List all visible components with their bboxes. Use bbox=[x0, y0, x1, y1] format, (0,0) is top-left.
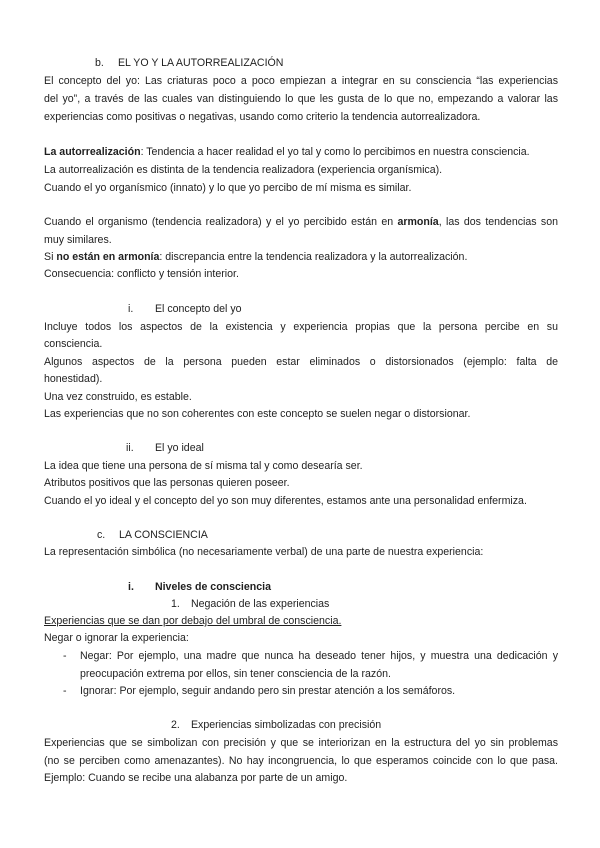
item-2-heading bbox=[171, 718, 471, 732]
no-harmony-post: : discrepancia entre la tendencia realizadora y la autorrealización. bbox=[159, 251, 468, 263]
bullet-line: Negar: Por ejemplo, una madre que nunca ha deseado tener hijos, y muestra una dedicación y bbox=[80, 650, 558, 662]
bullet-line: preocupación extrema por ellos, sin tener consciencia de la razón. bbox=[80, 668, 391, 680]
yo-ideal-line: Atributos positivos que las personas quieren poseer. bbox=[44, 477, 290, 489]
item-2-line: Ejemplo: Cuando se recibe una alabanza por parte de un amigo. bbox=[44, 772, 348, 784]
section-b-intro-line: El concepto del yo: Las criaturas poco a poco empiezan a integrar en su consciencia “las experiencias bbox=[44, 75, 558, 87]
subsection-concepto-heading bbox=[128, 302, 428, 316]
concepto-line: consciencia. bbox=[44, 338, 103, 350]
no-harmony-term: no están en armonía bbox=[56, 251, 160, 263]
no-harmony-pre: Si bbox=[44, 251, 57, 263]
bullet-dash: - bbox=[63, 685, 67, 697]
subsection-yo-ideal-heading bbox=[126, 441, 426, 455]
autorrealizacion-line: Cuando el yo organísmico (innato) y lo que yo percibo de mí misma es similar. bbox=[44, 182, 412, 194]
section-b-title: EL YO Y LA AUTORREALIZACIÓN bbox=[117, 57, 284, 69]
bullet-line: Ignorar: Por ejemplo, seguir andando pero sin prestar atención a los semáforos. bbox=[80, 685, 456, 697]
harmony-post: , las dos tendencias son bbox=[438, 216, 558, 228]
bullet-dash: - bbox=[63, 650, 67, 662]
yo-ideal-line: La idea que tiene una persona de sí misma tal y como desearía ser. bbox=[44, 460, 363, 472]
subsection-concepto-title: El concepto del yo bbox=[154, 303, 242, 315]
niveles-marker: i. bbox=[128, 581, 134, 593]
item-2-line: (no se perciben como amenazantes). No hay incongruencia, lo que esperamos coincide con lo que pasa. bbox=[44, 755, 558, 767]
section-b-heading bbox=[95, 56, 495, 70]
yo-ideal-line: Cuando el yo ideal y el concepto del yo son muy diferentes, estamos ante una personalidad enfermiza. bbox=[44, 495, 527, 507]
item-1-marker: 1. bbox=[171, 598, 180, 610]
concepto-line: Algunos aspectos de la persona pueden estar eliminados o distorsionados (ejemplo: falta de bbox=[44, 356, 558, 368]
subsection-yo-ideal-title: El yo ideal bbox=[154, 442, 204, 454]
item-2-line: Experiencias que se simbolizan con precisión y que se interiorizan en la estructura del yo sin problemas bbox=[44, 737, 558, 749]
item-1-underlined bbox=[44, 614, 558, 628]
consequence-line: Consecuencia: conflicto y tensión interior. bbox=[44, 268, 239, 280]
item-1-underlined-text: Experiencias que se dan por debajo del umbral de consciencia. bbox=[44, 615, 342, 627]
subsection-concepto-marker: i. bbox=[128, 303, 134, 315]
item-2-title: Experiencias simbolizadas con precisión bbox=[190, 719, 382, 731]
section-c-intro: La representación simbólica (no necesariamente verbal) de una parte de nuestra experiencia: bbox=[44, 546, 484, 558]
item-1-heading bbox=[171, 597, 471, 611]
harmony-term: armonía bbox=[397, 216, 439, 228]
harmony-cont: muy similares. bbox=[44, 234, 112, 246]
harmony-pre: Cuando el organismo (tendencia realizadora) y el yo percibido están en bbox=[44, 216, 398, 228]
section-b-intro-line: experiencias como positivas o negativas, usando como criterio la tendencia autorrealizadora. bbox=[44, 111, 481, 123]
section-b-intro-line: del yo”, a través de las cuales van distinguiendo lo que les gusta de lo que no, empezando a valorar las bbox=[44, 93, 558, 105]
concepto-line: Incluye todos los aspectos de la existencia y experiencia propias que la persona percibe en su bbox=[44, 321, 558, 333]
section-c-title: LA CONSCIENCIA bbox=[118, 529, 208, 541]
no-harmony-line bbox=[44, 250, 558, 264]
concepto-line: Las experiencias que no son coherentes con este concepto se suelen negar o distorsionar. bbox=[44, 408, 471, 420]
section-b-marker: b. bbox=[95, 57, 104, 69]
autorrealizacion-definition bbox=[44, 145, 558, 159]
autorrealizacion-line: La autorrealización es distinta de la tendencia realizadora (experiencia organísmica). bbox=[44, 164, 443, 176]
item-2-marker: 2. bbox=[171, 719, 180, 731]
niveles-heading bbox=[128, 580, 428, 594]
concepto-line: Una vez construido, es estable. bbox=[44, 391, 192, 403]
harmony-line bbox=[44, 215, 558, 229]
autorrealizacion-term: La autorrealización bbox=[44, 146, 141, 158]
item-1-title: Negación de las experiencias bbox=[190, 598, 330, 610]
autorrealizacion-text: : Tendencia a hacer realidad el yo tal y como lo percibimos en nuestra consciencia. bbox=[140, 146, 530, 158]
section-c-marker: c. bbox=[97, 529, 106, 541]
section-c-heading bbox=[97, 528, 397, 542]
item-1-lead: Negar o ignorar la experiencia: bbox=[44, 632, 189, 644]
subsection-yo-ideal-marker: ii. bbox=[126, 442, 134, 454]
concepto-line: honestidad). bbox=[44, 373, 103, 385]
niveles-title: Niveles de consciencia bbox=[154, 581, 271, 593]
